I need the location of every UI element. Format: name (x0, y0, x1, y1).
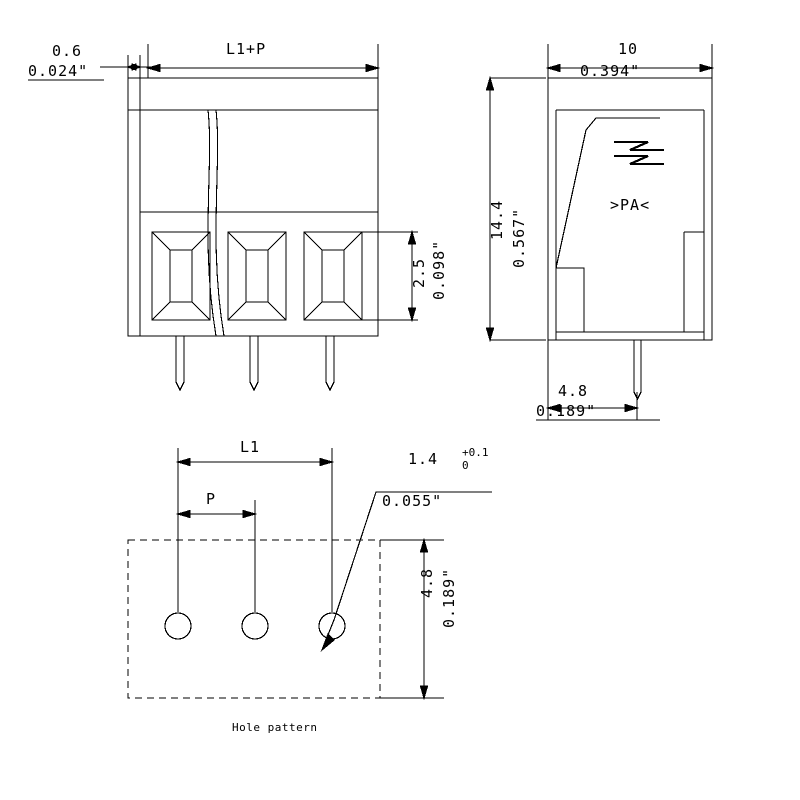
wago-logo-icon (614, 142, 664, 164)
dim-row-offset (380, 540, 444, 698)
dim-hole-dia-mm: 1.4 (408, 450, 439, 468)
dim-pin-offset-in: 0.189" (536, 402, 597, 420)
dim-hole-dia-in: 0.055" (382, 492, 443, 510)
front-terminal-openings (152, 232, 362, 320)
hole-pattern-caption: Hole pattern (232, 721, 318, 734)
dim-height-in: 0.567" (510, 207, 528, 268)
material-marking: >PA< (610, 196, 651, 214)
dim-opening-height-mm: 2.5 (410, 257, 428, 288)
dim-row-offset-mm: 4.8 (418, 567, 436, 598)
dim-side-width-in: 0.394" (580, 62, 641, 80)
side-pin (634, 340, 641, 399)
hole-pattern-centerlines (178, 470, 332, 612)
dim-wall-thickness-mm: 0.6 (52, 42, 83, 60)
dim-l1-label: L1 (240, 438, 261, 456)
dim-height-mm: 14.4 (488, 199, 506, 240)
dim-l1-plus-p-label: L1+P (226, 40, 267, 58)
dim-pitch (178, 500, 255, 522)
dim-opening-height-in: 0.098" (430, 239, 448, 300)
hole-diameter-leader (322, 492, 492, 650)
dim-hole-tolerance (462, 447, 489, 472)
hole-pattern-holes (165, 613, 345, 639)
dim-wall-thickness-in: 0.024" (28, 62, 89, 80)
front-body-outline (128, 78, 378, 336)
tolerance-plus: +0.1 (462, 446, 489, 459)
dim-pitch-label: P (206, 490, 217, 508)
dim-row-offset-in: 0.189" (440, 567, 458, 628)
tolerance-minus: 0 (462, 458, 469, 472)
hole-pattern-boundary (128, 540, 380, 698)
front-pins (176, 336, 334, 390)
dim-side-width-mm: 10 (618, 40, 639, 58)
dim-pin-offset-mm: 4.8 (558, 382, 589, 400)
